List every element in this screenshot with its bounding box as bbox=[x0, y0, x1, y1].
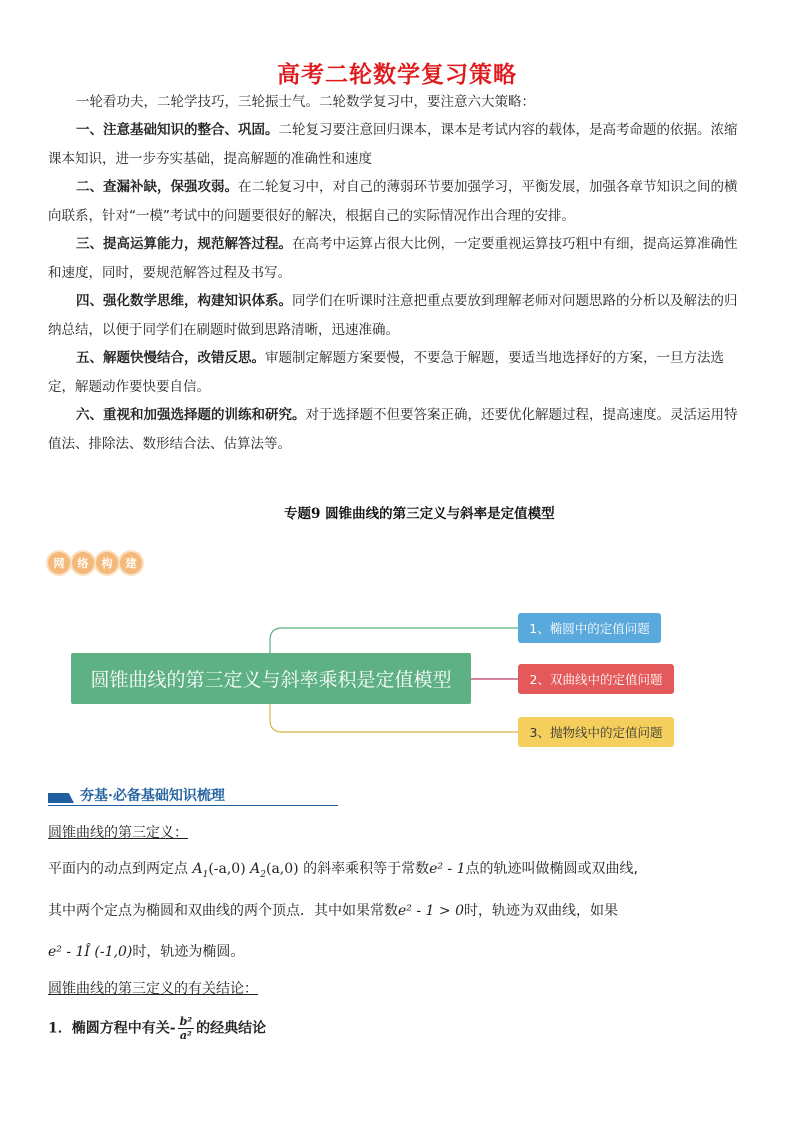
mindmap-main-node: 圆锥曲线的第三定义与斜率乘积是定值模型 bbox=[71, 653, 471, 704]
point-a1 bbox=[192, 861, 246, 880]
strategy-3-head: 三、提高运算能力，规范解答过程。 bbox=[76, 236, 292, 252]
def-text: 时，轨迹为椭圆。 bbox=[132, 944, 245, 960]
point-a1-coords: (-a,0) bbox=[208, 861, 246, 877]
badge-char: 络 bbox=[72, 552, 94, 574]
strategy-4-body: 同学们在听课时注意把重点要放到理解老师对问题思路的分析以及解法的归纳总结，以便于同学们在刷题时做到思路清晰，迅速准确。 bbox=[48, 293, 738, 338]
strategy-2-body: 在二轮复习中，对自己的薄弱环节要加强学习，平衡发展，加强各章节知识之间的横向联系，针对“一模”考试中的问题要很好的解决，根据自己的实际情况作出合理的安排。 bbox=[48, 179, 738, 224]
section-header bbox=[48, 785, 338, 806]
definition-line-3 bbox=[48, 941, 244, 961]
intro-paragraph: 一轮看功夫，二轮学技巧，三轮振士气。二轮数学复习中，要注意六大策略： bbox=[76, 94, 535, 110]
strategy-2-head: 二、查漏补缺，保强攻弱。 bbox=[76, 179, 238, 195]
strategy-5-body: 审题制定解题方案要慢，不要急于解题，要适当地选择好的方案，一旦方法选定，解题动作要快要自信。 bbox=[48, 350, 724, 395]
def-text: 时，轨迹为双曲线，如果 bbox=[463, 903, 618, 919]
item-1-pre: 1．椭圆方程中有关 bbox=[48, 1020, 170, 1037]
mindmap-branch-ellipse: 1、椭圆中的定值问题 bbox=[518, 613, 661, 643]
strategy-3-body: 在高考中运算占很大比例，一定要重视运算技巧粗中有细，提高运算准确性和速度，同时，要规范解答过程及书写。 bbox=[48, 236, 738, 281]
constant-expr: e² - 1 bbox=[429, 861, 466, 877]
strategy-5-head: 五、解题快慢结合，改错反思。 bbox=[76, 350, 265, 366]
point-a2-letter: A bbox=[250, 861, 261, 877]
point-a2-sub: 2 bbox=[260, 869, 266, 880]
point-a2-coords: (a,0) bbox=[265, 861, 299, 877]
strategy-6-head: 六、重视和加强选择题的训练和研究。 bbox=[76, 407, 306, 423]
strategy-6-body: 对于选择题不但要答案正确，还要优化解题过程，提高速度。灵活运用特值法、排除法、数形结合法、估算法等。 bbox=[48, 407, 738, 452]
minus-sign: - bbox=[169, 1020, 176, 1037]
badge-char: 建 bbox=[120, 552, 142, 574]
fraction-denominator: a² bbox=[179, 1029, 192, 1042]
def-text: 平面内的动点到两定点 bbox=[48, 861, 188, 877]
section-header-text: 夯基·必备基础知识梳理 bbox=[80, 788, 225, 804]
condition-expr: e² - 1Î (-1,0) bbox=[48, 944, 133, 960]
def-text: 其中两个定点为椭圆和双曲线的两个顶点．其中如果常数 bbox=[48, 903, 398, 919]
topic-title: 专题9 圆锥曲线的第三定义与斜率是定值模型 bbox=[284, 506, 555, 522]
strategy-4-head: 四、强化数学思维，构建知识体系。 bbox=[76, 293, 292, 309]
fraction-numerator: b² bbox=[179, 1015, 193, 1028]
definition-heading: 圆锥曲线的第三定义： bbox=[48, 825, 188, 841]
condition-expr: e² - 1 > 0 bbox=[398, 903, 464, 919]
item-1-post: 的经典结论 bbox=[196, 1020, 267, 1037]
definition-line-1 bbox=[48, 858, 638, 880]
badge-char: 构 bbox=[96, 552, 118, 574]
strategy-1-head: 一、注意基础知识的整合、巩固。 bbox=[76, 122, 279, 138]
def-text: 点的轨迹叫做椭圆或双曲线, bbox=[465, 861, 638, 877]
section-bar-icon bbox=[48, 793, 74, 803]
mindmap-branch-hyperbola: 2、双曲线中的定值问题 bbox=[518, 664, 674, 694]
def-text: 的斜率乘积等于常数 bbox=[303, 861, 430, 877]
point-a1-sub: 1 bbox=[202, 869, 209, 880]
strategy-1-body: 二轮复习要注意回归课本，课本是考试内容的载体，是高考命题的依据。浓缩课本知识，进一步夯实基础，提高解题的准确性和速度 bbox=[48, 122, 738, 167]
point-a1-letter: A bbox=[192, 861, 203, 877]
page-title: 高考二轮数学复习策略 bbox=[277, 62, 517, 88]
conclusion-heading: 圆锥曲线的第三定义的有关结论： bbox=[48, 981, 258, 997]
point-a2 bbox=[250, 861, 299, 880]
fraction bbox=[178, 1015, 195, 1042]
badge-char: 网 bbox=[48, 552, 70, 574]
mindmap-branch-parabola: 3、抛物线中的定值问题 bbox=[518, 717, 674, 747]
item-1-heading bbox=[48, 1015, 266, 1042]
definition-line-2 bbox=[48, 900, 618, 920]
